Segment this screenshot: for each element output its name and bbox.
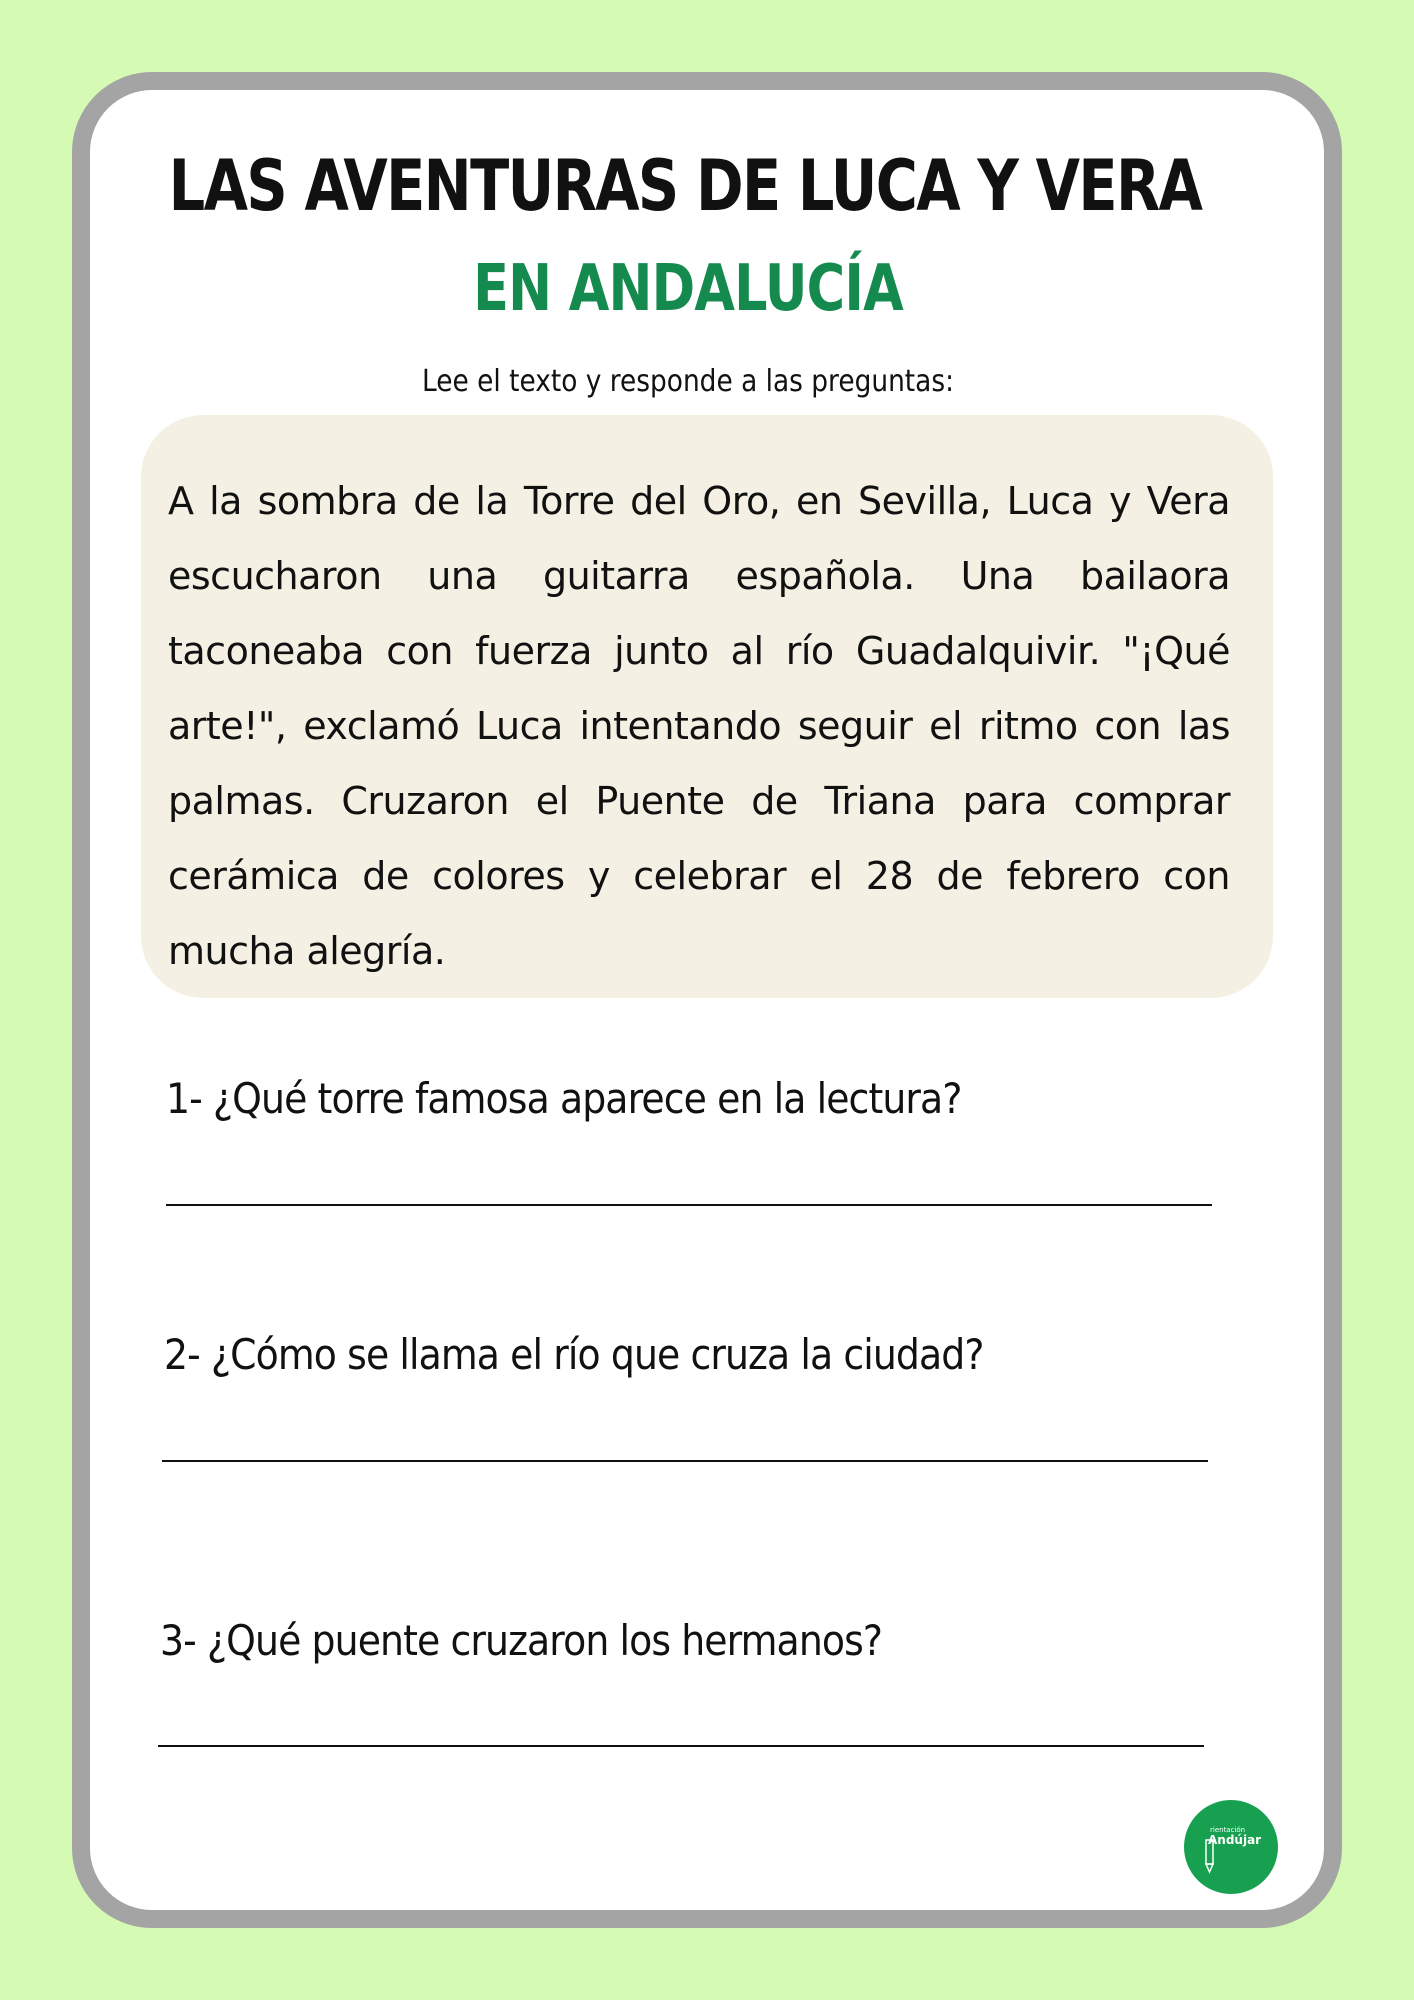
pencil-icon — [1184, 1800, 1278, 1894]
answer-line-3[interactable] — [158, 1745, 1204, 1747]
logo-text-large: Andújar — [1208, 1833, 1262, 1847]
question-3: 3- ¿Qué puente cruzaron los hermanos? — [160, 1616, 883, 1665]
answer-line-1[interactable] — [166, 1204, 1212, 1206]
worksheet-subtitle: EN ANDALUCÍA — [473, 252, 903, 326]
instruction-text: Lee el texto y responde a las preguntas: — [422, 364, 954, 399]
question-2: 2- ¿Cómo se llama el río que cruza la ciudad? — [164, 1330, 984, 1379]
reading-text: A la sombra de la Torre del Oro, en Sevilla, Luca y Vera escucharon una guitarra española. Una bailaora taconeaba con fuerza junto al río Guadalquivir. "¡Qué arte!", exclamó Luca intentando seguir el ritmo con las palmas. Cruzaron el Puente de Triana para comprar cerámica de colores y celebrar el 28 de febrero con mucha alegría. — [168, 479, 1230, 973]
logo-text-small: rientación — [1210, 1826, 1246, 1834]
answer-line-2[interactable] — [162, 1460, 1208, 1462]
worksheet-title: LAS AVENTURAS DE LUCA Y VERA — [168, 145, 1202, 227]
question-1: 1- ¿Qué torre famosa aparece en la lectura? — [166, 1074, 962, 1123]
orientacion-andujar-logo — [1184, 1800, 1278, 1894]
